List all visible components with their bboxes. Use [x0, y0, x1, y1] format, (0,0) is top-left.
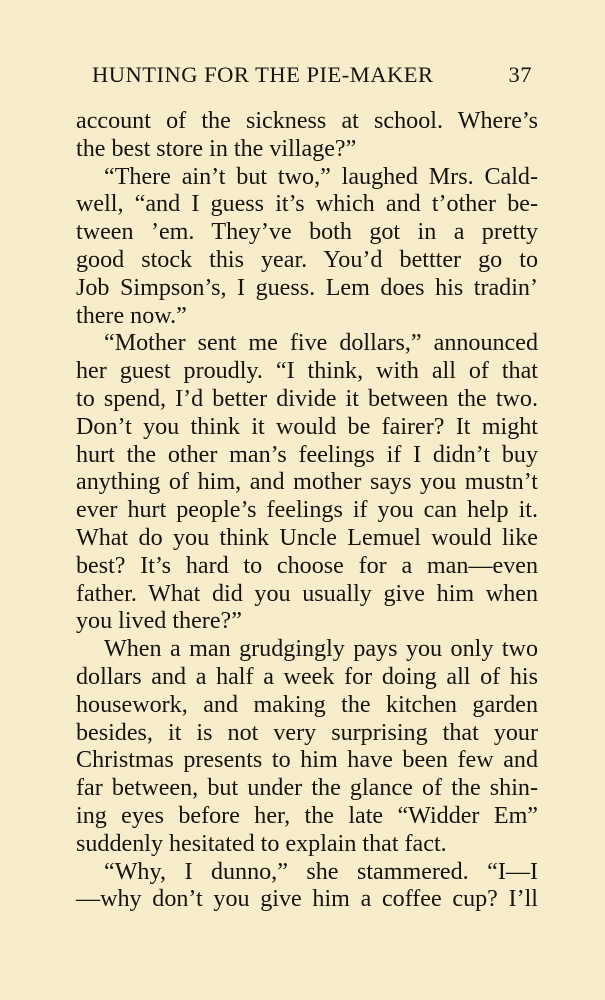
body-text: [76, 108, 538, 914]
page-number: 37: [508, 62, 532, 87]
text-line: “Why, I dunno,” she stammered. “I—I: [104, 858, 538, 885]
text-line: When a man grudgingly pays you only two: [104, 636, 538, 663]
text-line: father. What did you usually give him when: [76, 580, 538, 607]
text-line: “Mother sent me five dollars,” announced: [104, 330, 538, 357]
text-line: besides, it is not very surprising that your: [76, 719, 538, 746]
text-line: What do you think Uncle Lemuel would like: [76, 524, 538, 551]
text-line: Christmas presents to him have been few and: [76, 747, 538, 774]
text-line: you lived there?”: [76, 608, 242, 635]
text-line: well, “and I guess it’s which and t’other be-: [76, 191, 538, 218]
text-line: dollars and a half a week for doing all of his: [76, 663, 538, 690]
text-line: her guest proudly. “I think, with all of that: [76, 358, 538, 385]
running-head: [76, 58, 538, 92]
text-line: to spend, I’d better divide it between the two.: [76, 385, 538, 412]
text-line: account of the sickness at school. Where’s: [76, 108, 538, 134]
text-line: Don’t you think it would be fairer? It might: [76, 413, 538, 440]
text-line: far between, but under the glance of the shin-: [76, 775, 538, 802]
running-title: HUNTING FOR THE PIE-MAKER: [92, 62, 434, 87]
text-line: housework, and making the kitchen garden: [76, 691, 538, 718]
text-line: ever hurt people’s feelings if you can help it.: [76, 497, 538, 524]
text-line: anything of him, and mother says you mustn’t: [76, 469, 538, 496]
text-line: tween ’em. They’ve both got in a pretty: [76, 219, 538, 246]
text-line: —why don’t you give him a coffee cup? I’ll: [76, 886, 538, 913]
text-line: there now.”: [76, 302, 187, 329]
text-line: good stock this year. You’d bettter go to: [76, 246, 538, 273]
text-line: suddenly hesitated to explain that fact.: [76, 830, 447, 857]
text-line: hurt the other man’s feelings if I didn’t buy: [76, 441, 538, 468]
text-line: ing eyes before her, the late “Widder Em”: [76, 802, 538, 829]
text-line: the best store in the village?”: [76, 135, 357, 162]
text-line: Job Simpson’s, I guess. Lem does his tradin’: [76, 274, 538, 301]
text-line: best? It’s hard to choose for a man—even: [76, 552, 538, 579]
text-line: “There ain’t but two,” laughed Mrs. Cald-: [104, 163, 538, 190]
